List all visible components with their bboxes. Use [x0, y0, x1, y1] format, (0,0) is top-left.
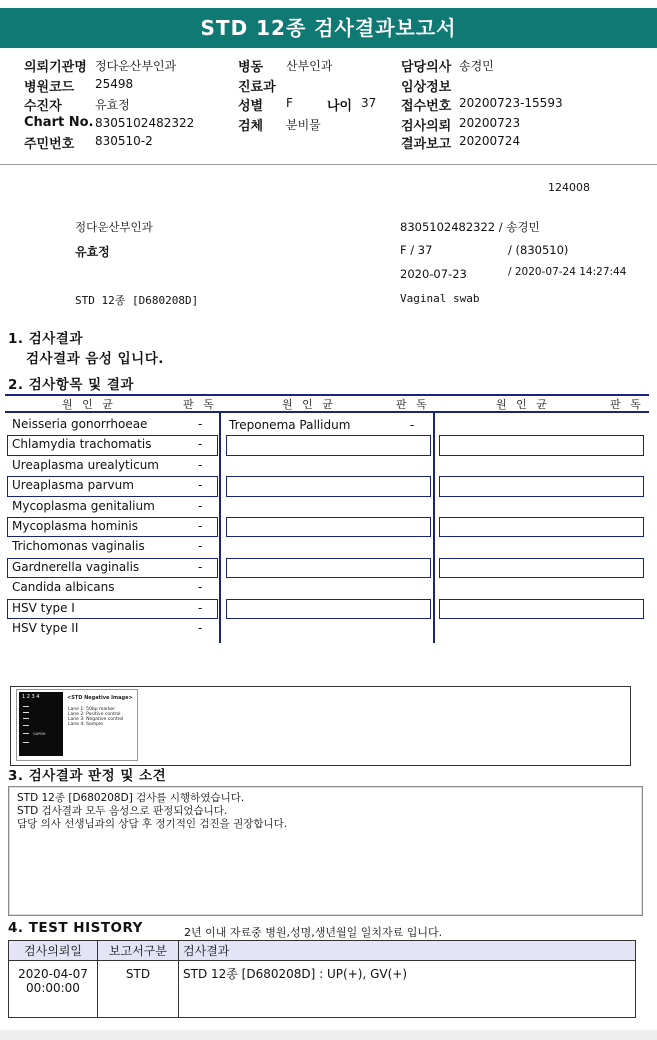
specimen-value: 분비물 [286, 118, 321, 132]
code-value: 25498 [95, 77, 134, 91]
ward-label: 병동 [238, 60, 264, 75]
gel-lane-numbers: 1 2 3 4 [22, 694, 40, 700]
section3-heading: 3. 검사결과 판정 및 소견 [8, 768, 167, 784]
hist-date: 2020-04-07 [18, 967, 88, 981]
doctor-value: 송경민 [459, 59, 494, 73]
summary-specimen: Vaginal swab [400, 292, 480, 305]
pathogen-result-col2: - [410, 418, 415, 432]
empty-result-box [439, 599, 644, 619]
pathogen-result: - [198, 457, 203, 472]
rrn-value: 830510-2 [95, 134, 153, 148]
age-label: 나이 [327, 99, 353, 114]
hospital-label: 의뢰기관명 [24, 60, 87, 75]
receipt-value: 20200723-15593 [459, 96, 563, 110]
chart-value: 8305102482322 [95, 116, 195, 130]
empty-result-box [439, 517, 644, 537]
rrn-label: 주민번호 [24, 137, 75, 152]
pathogen-result: - [198, 519, 203, 533]
footer-band [0, 1030, 657, 1040]
pathogen-result: - [198, 539, 203, 554]
summary-test-name: STD 12종 [D680208D] [75, 294, 199, 307]
pathogen-name: HSV type I [12, 600, 75, 615]
col1-result-header: 판 독 [183, 398, 217, 411]
pathogen-name: Candida albicans [12, 580, 115, 595]
section1-result: 검사결과 음성 입니다. [26, 351, 164, 367]
report-label: 결과보고 [401, 137, 452, 152]
pathogen-result: - [198, 580, 203, 595]
summary-request-date: 2020-07-23 [400, 267, 467, 281]
receipt-label: 접수번호 [401, 99, 452, 114]
pathogen-name: Chlamydia trachomatis [12, 437, 152, 452]
col3-pathogen-header: 원 인 균 [496, 398, 550, 411]
gel-legend-2: Lane 2: Positive control [68, 712, 121, 717]
report-number: 124008 [548, 181, 590, 194]
pathogen-result: - [198, 498, 203, 513]
grid-divider-1 [219, 411, 221, 643]
col2-pathogen-header: 원 인 균 [282, 398, 336, 411]
dept-label: 진료과 [238, 80, 276, 95]
col3-result-header: 판 독 [610, 398, 644, 411]
table-row [9, 961, 636, 1018]
empty-result-box [226, 558, 431, 578]
pathogen-result: - [198, 417, 203, 431]
summary-sex-age: F / 37 [400, 243, 433, 257]
ward-value: 산부인과 [286, 59, 333, 73]
request-value: 20200723 [459, 116, 521, 130]
pathogen-name: HSV type II [12, 621, 79, 635]
hist-col-type: 보고서구분 [98, 941, 179, 961]
pathogen-result: - [198, 621, 203, 635]
pathogen-name: Ureaplasma urealyticum [12, 457, 159, 472]
hist-date-cell [9, 961, 98, 1018]
patient-value: 유효정 [95, 98, 130, 112]
empty-result-box [226, 476, 431, 496]
col2-result-header: 판 독 [396, 398, 430, 411]
summary-patient: 유효정 [75, 245, 110, 259]
opinion-line-1: STD 12종 [D680208D] 검사를 시행하였습니다. [17, 792, 245, 804]
request-label: 검사의뢰 [401, 119, 452, 134]
chart-label: Chart No. [24, 115, 94, 130]
patient-info-panel [0, 48, 657, 165]
age-value: 37 [361, 96, 377, 110]
empty-result-box [226, 599, 431, 619]
pathogen-result: - [198, 559, 203, 574]
hist-time: 00:00:00 [26, 981, 80, 995]
sex-label: 성별 [238, 99, 264, 114]
test-history-table [8, 940, 636, 1018]
summary-report-datetime: / 2020-07-24 14:27:44 [508, 266, 627, 278]
code-label: 병원코드 [24, 80, 75, 95]
empty-result-box [439, 558, 644, 578]
hist-col-result: 검사결과 [179, 941, 636, 961]
hospital-value: 정다운산부인과 [95, 59, 177, 73]
gel-electrophoresis-image [16, 689, 138, 761]
pathogen-name: Ureaplasma parvum [12, 478, 134, 493]
section4-note: 2년 이내 자료중 병원,성명,생년월일 일치자료 입니다. [184, 926, 443, 939]
summary-chart-doctor: 8305102482322 / 송경민 [400, 220, 540, 234]
clinical-label: 임상정보 [401, 80, 452, 95]
gel-legend-4: Lane 4: Sample [68, 722, 103, 727]
pathogen-name-col2: Treponema Pallidum [229, 418, 351, 432]
gel-title: <STD Negative Image> [67, 695, 133, 701]
grid-divider-2 [433, 411, 435, 643]
pathogen-name: Trichomonas vaginalis [12, 539, 145, 554]
opinion-textbox [8, 786, 643, 916]
empty-result-box [439, 476, 644, 496]
hist-type: STD [98, 961, 179, 1018]
pathogen-result: - [198, 478, 203, 493]
opinion-line-3: 담당 의사 선생님과의 상담 후 정기적인 검진을 권장합니다. [17, 818, 288, 830]
empty-result-box [226, 517, 431, 537]
pathogen-name: Neisseria gonorrhoeae [12, 417, 148, 431]
pathogen-result: - [198, 600, 203, 615]
col1-pathogen-header: 원 인 균 [62, 398, 116, 411]
patient-label: 수진자 [24, 99, 62, 114]
hist-col-date: 검사의뢰일 [9, 941, 98, 961]
empty-result-box [226, 435, 431, 455]
specimen-label: 검체 [238, 119, 264, 134]
pathogen-name: Mycoplasma genitalium [12, 498, 155, 513]
hist-result: STD 12종 [D680208D] : UP(+), GV(+) [179, 961, 636, 1018]
pathogen-name: Gardnerella vaginalis [12, 559, 140, 574]
pathogen-result: - [198, 437, 203, 452]
opinion-line-2: STD 검사결과 모두 음성으로 판정되었습니다. [17, 805, 228, 817]
section2-heading: 2. 검사항목 및 결과 [8, 377, 134, 393]
sex-value: F [286, 96, 293, 110]
summary-hospital: 정다운산부인과 [75, 220, 153, 234]
summary-dob: / (830510) [508, 243, 569, 257]
gel-band-label: GAPDH [33, 732, 46, 736]
gel-legend-3: Lane 3: Negative control [68, 717, 124, 722]
gel-lanes [19, 692, 63, 756]
report-value: 20200724 [459, 134, 521, 148]
pathogen-name: Mycoplasma hominis [12, 519, 138, 533]
gel-legend-1: Lane 1: 50bp marker [68, 707, 116, 712]
doctor-label: 담당의사 [401, 60, 452, 75]
section1-heading: 1. 검사결과 [8, 331, 83, 347]
report-title: STD 12종 검사결과보고서 [0, 8, 657, 48]
section4-heading: 4. TEST HISTORY [8, 920, 143, 936]
empty-result-box [439, 435, 644, 455]
